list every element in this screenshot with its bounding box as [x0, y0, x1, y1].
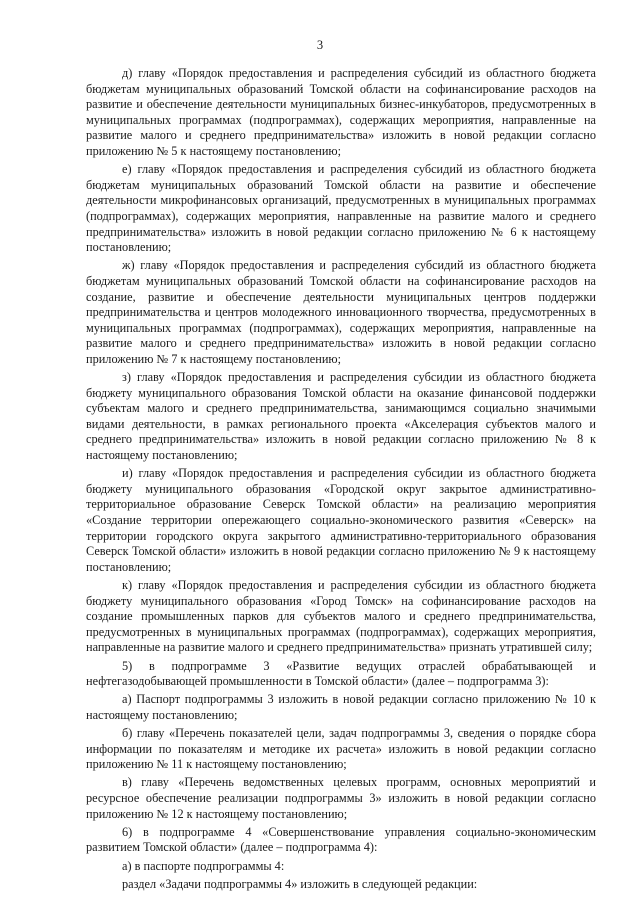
- paragraph-k-industrial-parks: к) главу «Порядок предоставления и распределения субсидии из областного бюджета бюджету муниципального образования «Город Томск» на софинансирование расходов на создание промышленных парков для субъектов малого и среднего предпринимательства, предусмотренных в муниципальных программах (подпрограммах), содержащих мероприятия, направленные на развитие малого и среднего предпринимательства» признать утратившей силу;: [86, 577, 596, 655]
- page-number: 3: [316, 38, 324, 52]
- paragraph-v-departmental-programs: в) главу «Перечень ведомственных целевых программ, основных мероприятий и ресурсное обеспечение реализации подпрограммы 3» изложить в новой редакции согласно приложению № 12 к настоящему постановлению;: [86, 775, 596, 821]
- paragraph-5-subprogram-3: 5) в подпрограмме 3 «Развитие ведущих отраслей обрабатывающей и нефтегазодобывающей промышленности в Томской области» (далее – подпрограмма 3):: [86, 658, 596, 689]
- paragraph-z-social-entrepreneurship: з) главу «Порядок предоставления и распределения субсидии из областного бюджета бюджету муниципального образования Томской области на оказание финансовой поддержки субъектам малого и среднего предпринимательства, занимающимся социально значимыми видами деятельности, в рамках регионального проекта «Акселерация субъектов малого и среднего предпринимательства» изложить в новой редакции согласно приложению № 8 к настоящему постановлению;: [86, 370, 596, 463]
- paragraph-i-seversk: и) главу «Порядок предоставления и распределения субсидии из областного бюджета бюджету муниципального образования «Городской округ закрытое административно-территориальное образование Северск Томской области» на реализацию мероприятия «Создание территории опережающего социально-экономического развития «Северск» на территории городского округа закрытого административно-территориального образования Северск Томской области» изложить в новой редакции согласно приложению № 9 к настоящему постановлению;: [86, 466, 596, 574]
- paragraph-section-tasks: раздел «Задачи подпрограммы 4» изложить в следующей редакции:: [122, 876, 478, 891]
- paragraph-d-business-incubators: д) главу «Порядок предоставления и распределения субсидий из областного бюджета бюджетам муниципальных образований Томской области на софинансирование расходов на развитие и обеспечение деятельности муниципальных бизнес-инкубаторов, предусмотренных в муниципальных программах (подпрограммах), содержащих мероприятия, направленные на развитие малого и среднего предпринимательства» изложить в новой редакции согласно приложению № 5 к настоящему постановлению;: [86, 66, 596, 158]
- paragraph-a-passport-subprogram-4: а) в паспорте подпрограммы 4:: [122, 858, 285, 873]
- paragraph-e-microfinance: е) главу «Порядок предоставления и распределения субсидий из областного бюджета бюджетам муниципальных образований Томской области на развитие и обеспечение деятельности микрофинансовых организаций, предусмотренных в муниципальных программах (подпрограммах), содержащих мероприятия, направленные на развитие малого и среднего предпринимательства» изложить в новой редакции согласно приложению № 6 к настоящему постановлению;: [86, 162, 596, 255]
- paragraph-6-subprogram-4: 6) в подпрограмме 4 «Совершенствование управления социально-экономическим развитием Томской области» (далее – подпрограмма 4):: [86, 824, 596, 855]
- document-body: [86, 66, 596, 892]
- paragraph-a-passport-subprogram-3: а) Паспорт подпрограммы 3 изложить в новой редакции согласно приложению № 10 к настоящему постановлению;: [86, 692, 596, 722]
- paragraph-b-indicators: б) главу «Перечень показателей цели, задач подпрограммы 3, сведения о порядке сбора информации по показателям и методике их расчета» изложить в новой редакции согласно приложению № 11 к настоящему постановлению;: [86, 726, 596, 772]
- paragraph-zh-support-centers: ж) главу «Порядок предоставления и распределения субсидий из областного бюджета бюджетам муниципальных образований Томской области на софинансирование расходов на создание, развитие и обеспечение деятельности муниципальных центров поддержки предпринимательства и центров молодежного инновационного творчества, предусмотренных в муниципальных программах (подпрограммах), содержащих мероприятия, направленные на развитие малого и среднего предпринимательства» изложить в новой редакции согласно приложению № 7 к настоящему постановлению;: [86, 258, 596, 366]
